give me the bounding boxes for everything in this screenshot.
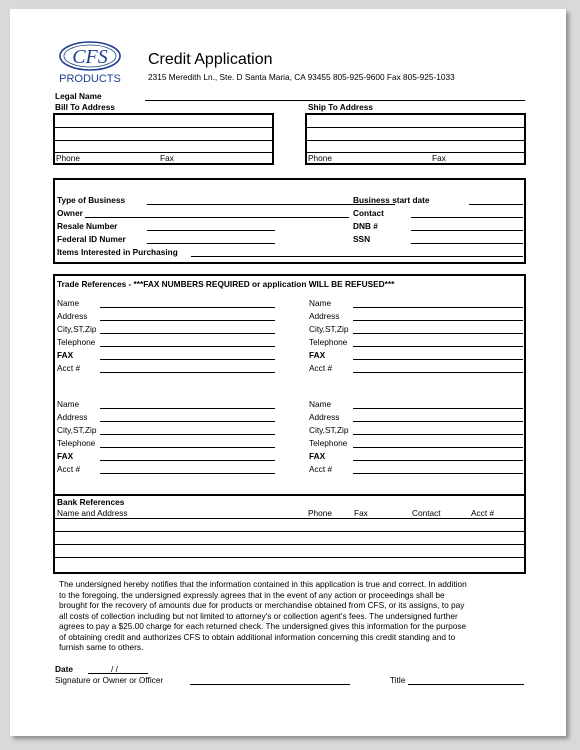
owner-line[interactable] (85, 217, 349, 218)
resale-number-line[interactable] (147, 230, 275, 231)
federal-id-line[interactable] (147, 243, 275, 244)
dnb-line[interactable] (411, 230, 523, 231)
trade-ref-1-line[interactable] (100, 320, 275, 321)
trade-ref-3-line[interactable] (100, 408, 275, 409)
company-address: 2315 Meredith Ln., Ste. D Santa Maria, CA 93455 805-925-9600 Fax 805-925-1033 (148, 72, 455, 82)
contact-label: Contact (353, 208, 384, 218)
date-line[interactable] (88, 673, 148, 674)
bank-references-heading: Bank References (57, 497, 125, 507)
type-of-business-label: Type of Business (57, 195, 126, 205)
business-start-date-line[interactable] (469, 204, 523, 205)
trade-ref-2-label: Name (309, 298, 332, 308)
trade-ref-2-label: Acct # (309, 363, 333, 373)
trade-ref-4-line[interactable] (353, 460, 523, 461)
disclaimer-line: all costs of collection including but not limited to attorney's or collection agent's fees. The undersigned further (59, 610, 458, 621)
bank-col-fax: Fax (354, 508, 368, 518)
cfs-logo-graphic (50, 39, 128, 87)
trade-ref-1-line[interactable] (100, 307, 275, 308)
items-interested-label: Items Interested in Purchasing (57, 247, 178, 257)
trade-ref-2-line[interactable] (353, 320, 523, 321)
trade-ref-1-line[interactable] (100, 333, 275, 334)
trade-ref-1-label: Name (57, 298, 80, 308)
trade-ref-4-label: Address (309, 412, 340, 422)
trade-ref-3-label: Address (57, 412, 88, 422)
bill-to-line-1 (55, 127, 272, 128)
ship-to-fax-label: Fax (432, 153, 446, 163)
trade-ref-2-label: Address (309, 311, 340, 321)
bill-to-label: Bill To Address (55, 102, 115, 112)
trade-ref-3-line[interactable] (100, 434, 275, 435)
bank-col-acct: Acct # (471, 508, 495, 518)
ship-to-line-2 (307, 140, 524, 141)
resale-number-label: Resale Number (57, 221, 118, 231)
trade-ref-1-line[interactable] (100, 359, 275, 360)
references-box (53, 274, 526, 574)
ship-to-box[interactable] (305, 113, 526, 165)
trade-ref-1-label: Telephone (57, 337, 96, 347)
trade-ref-3-label: FAX (57, 451, 74, 461)
trade-ref-2-line[interactable] (353, 372, 523, 373)
bank-row-line-3[interactable] (55, 544, 524, 545)
signature-line[interactable] (190, 684, 350, 685)
credit-application-page (10, 9, 566, 736)
disclaimer-text (59, 579, 529, 653)
disclaimer-line: to the foregoing, the undersigned expressly agrees that in the event of any action or proceedings shall be (59, 589, 445, 600)
trade-ref-3-line[interactable] (100, 460, 275, 461)
bill-to-phone-label: Phone (56, 153, 80, 163)
date-label: Date (55, 664, 73, 674)
disclaimer-line: brought for the recovery of amounts due for products or merchandise obtained from CFS, or its assigns, to pay (59, 600, 465, 610)
trade-ref-3-line[interactable] (100, 473, 275, 474)
bank-col-name-address: Name and Address (57, 508, 128, 518)
trade-ref-4-line[interactable] (353, 408, 523, 409)
legal-name-label: Legal Name (55, 91, 102, 101)
federal-id-label: Federal ID Numer (57, 234, 126, 244)
trade-ref-3-line[interactable] (100, 421, 275, 422)
trade-ref-1-label: Acct # (57, 363, 81, 373)
trade-ref-4-line[interactable] (353, 434, 523, 435)
ship-to-phone-label: Phone (308, 153, 332, 163)
date-slashes: / / (111, 664, 118, 674)
signature-label: Signature or Owner or Officer (55, 675, 164, 685)
bank-row-line-1[interactable] (55, 518, 524, 519)
trade-ref-2-label: FAX (309, 350, 326, 360)
contact-line[interactable] (411, 217, 523, 218)
ssn-label: SSN (353, 234, 371, 244)
trade-ref-2-line[interactable] (353, 333, 523, 334)
bank-col-phone: Phone (308, 508, 332, 518)
ship-to-line-3 (307, 152, 524, 153)
trade-ref-4-label: Name (309, 399, 332, 409)
form-title: Credit Application (148, 51, 273, 68)
disclaimer-line: of obtaining credit and authorizes CFS to obtain additional information concerning this credit standing and to (59, 631, 456, 642)
trade-ref-3-label: Name (57, 399, 80, 409)
trade-ref-3-label: City,ST,Zip (57, 425, 97, 435)
trade-ref-3-label: Telephone (57, 438, 96, 448)
ssn-line[interactable] (411, 243, 523, 244)
trade-ref-4-label: FAX (309, 451, 326, 461)
business-start-date-label: Business start date (353, 195, 430, 205)
trade-ref-4-line[interactable] (353, 473, 523, 474)
logo-products-text: PRODUCTS (59, 73, 121, 85)
trade-ref-3-label: Acct # (57, 464, 81, 474)
ship-to-line-1 (307, 127, 524, 128)
disclaimer-line: furnish same to others. (59, 642, 144, 652)
trade-ref-4-label: Acct # (309, 464, 333, 474)
trade-ref-2-line[interactable] (353, 346, 523, 347)
trade-ref-1-label: City,ST,Zip (57, 324, 97, 334)
bank-row-line-4[interactable] (55, 557, 524, 558)
trade-ref-4-label: Telephone (309, 438, 348, 448)
bank-col-contact: Contact (412, 508, 441, 518)
bill-to-box[interactable] (53, 113, 274, 165)
trade-ref-2-line[interactable] (353, 307, 523, 308)
trade-ref-1-label: FAX (57, 350, 74, 360)
disclaimer-line: agrees to pay a $25.00 charge for each returned check. The undersigned gives this information for the purpose (59, 621, 467, 631)
trade-ref-4-label: City,ST,Zip (309, 425, 349, 435)
bill-to-line-2 (55, 140, 272, 141)
trade-ref-4-line[interactable] (353, 447, 523, 448)
trade-ref-1-label: Address (57, 311, 88, 321)
bank-divider (55, 494, 524, 496)
bank-row-line-2[interactable] (55, 531, 524, 532)
trade-ref-3-line[interactable] (100, 447, 275, 448)
disclaimer-line: The undersigned hereby notifies that the information contained in this application is true and correct. In addition (59, 579, 467, 589)
trade-ref-2-line[interactable] (353, 359, 523, 360)
trade-ref-4-line[interactable] (353, 421, 523, 422)
trade-ref-2-label: Telephone (309, 337, 348, 347)
business-info-box (53, 178, 526, 264)
trade-ref-2-label: City,ST,Zip (309, 324, 349, 334)
ship-to-label: Ship To Address (308, 102, 373, 112)
cfs-logo (50, 39, 128, 87)
items-interested-line[interactable] (191, 256, 523, 257)
dnb-label: DNB # (353, 221, 378, 231)
trade-ref-1-line[interactable] (100, 372, 275, 373)
owner-label: Owner (57, 208, 83, 218)
title-line[interactable] (408, 684, 524, 685)
legal-name-line[interactable] (145, 100, 525, 101)
trade-references-heading: Trade References - ***FAX NUMBERS REQUIRED or application WILL BE REFUSED*** (57, 279, 395, 289)
logo-cfs-text: CFS (72, 46, 108, 68)
trade-ref-1-line[interactable] (100, 346, 275, 347)
bill-to-fax-label: Fax (160, 153, 174, 163)
title-label: Title (390, 675, 406, 685)
